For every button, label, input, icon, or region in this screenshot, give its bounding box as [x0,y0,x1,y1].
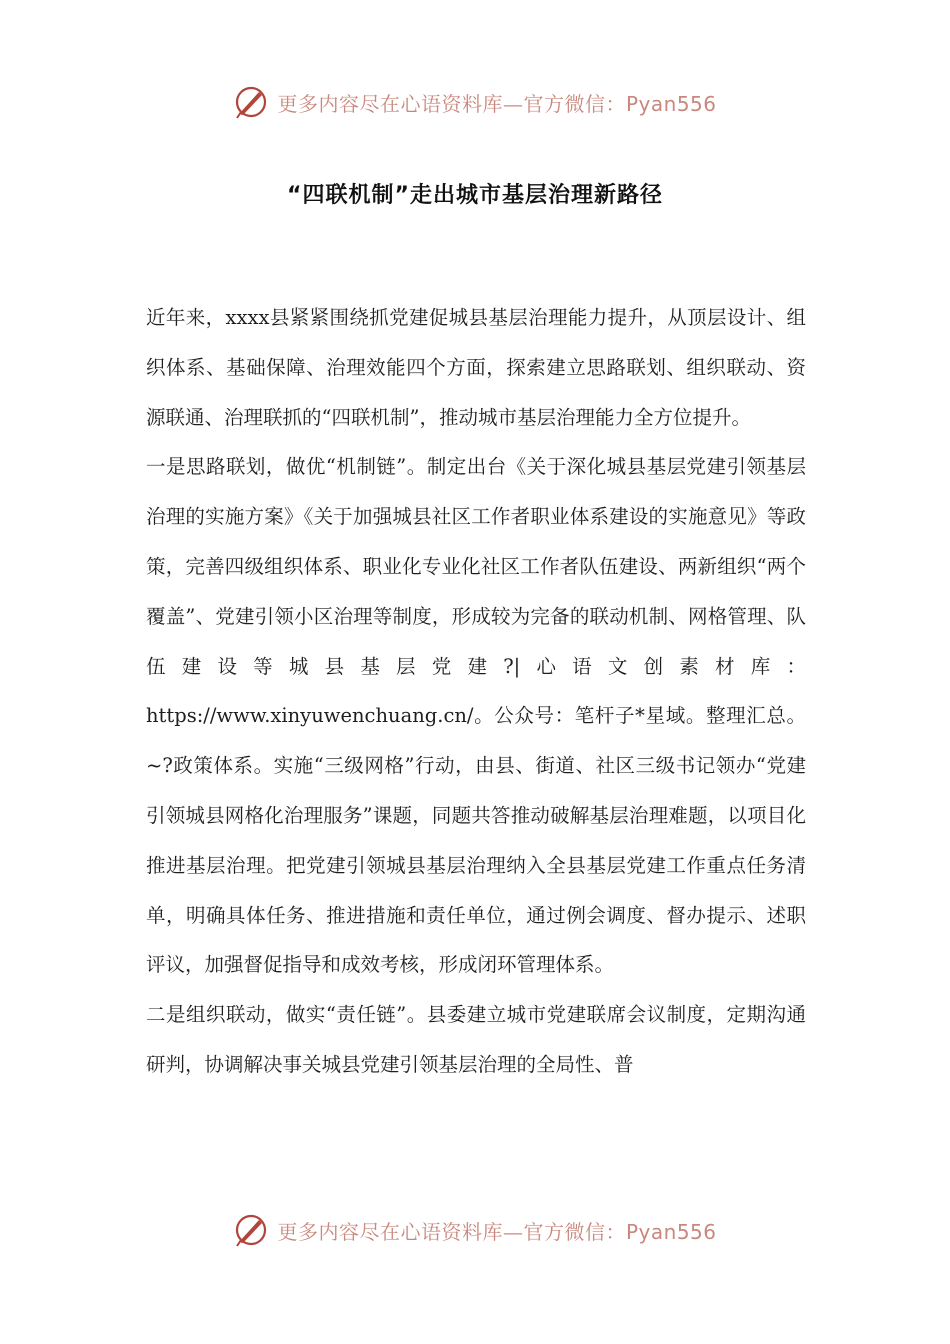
paragraph-2: 二是组织联动，做实“责任链”。县委建立城市党建联席会议制度，定期沟通研判，协调解决事关城县党建引领基层治理的全局性、普 [146,1003,806,1076]
document-body [146,293,806,1090]
wechat-id: Pyan556 [625,91,717,116]
quill-logo-icon [233,84,269,120]
document-title: “四联机制”走出城市基层治理新路径 [287,183,663,208]
banner-text: 更多内容尽在心语资料库—官方微信：Pyan556 [277,1219,717,1244]
header-banner [0,82,950,122]
quill-logo-icon [233,1212,269,1248]
banner-text: 更多内容尽在心语资料库—官方微信：Pyan556 [277,91,717,116]
paragraph-1: 一是思路联划，做优“机制链”。制定出台《关于深化城县基层党建引领基层治理的实施方案》《关于加强城县社区工作者职业体系建设的实施意见》等政策，完善四级组织体系、职业化专业化社区工作者队伍建设、两新组织“两个覆盖”、党建引领小区治理等制度，形成较为完备的联动机制、网格管理、队伍建设等城县基层党建?|心语文创素材库：https://www.xinyuwenchuang.cn/。公众号：笔杆子*星域。整理汇总。~?政策体系。实施“三级网格”行动，由县、街道、社区三级书记领办“党建引领城县网格化治理服务”课题，同题共答推动破解基层治理难题，以项目化推进基层治理。把党建引领城县基层治理纳入全县基层党建工作重点任务清单，明确具体任务、推进措施和责任单位，通过例会调度、督办提示、述职评议，加强督促指导和成效考核，形成闭环管理体系。 [146,455,806,977]
paragraph-intro: 近年来，xxxx县紧紧围绕抓党建促城县基层治理能力提升，从顶层设计、组织体系、基础保障、治理效能四个方面，探索建立思路联划、组织联动、资源联通、治理联抓的“四联机制”，推动城市基层治理能力全方位提升。 [146,306,806,429]
footer-banner [0,1210,950,1250]
wechat-id: Pyan556 [625,1219,717,1244]
